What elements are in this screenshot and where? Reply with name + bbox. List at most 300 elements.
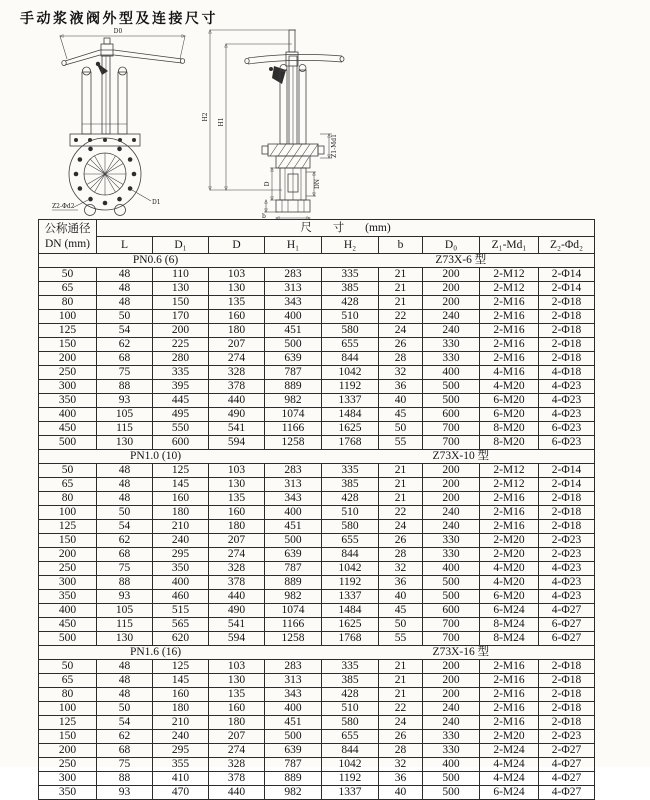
table-cell: 350 [153, 562, 209, 576]
table-cell: 428 [322, 492, 379, 506]
table-cell: 500 [265, 534, 322, 548]
section-band-row [39, 450, 595, 464]
table-cell: 103 [209, 660, 265, 674]
table-cell: 490 [209, 604, 265, 618]
table-cell: 80 [39, 296, 97, 310]
table-cell: 400 [423, 366, 480, 380]
table-cell: 75 [97, 366, 153, 380]
table-cell: 330 [423, 338, 480, 352]
table-cell: 1768 [322, 632, 379, 646]
table-cell: 180 [153, 506, 209, 520]
dim-label-b: b [262, 213, 266, 220]
table-cell: 26 [379, 338, 423, 352]
table-cell: 335 [153, 366, 209, 380]
table-cell: 2-Φ23 [539, 534, 595, 548]
table-cell: 500 [265, 338, 322, 352]
table-cell: 580 [322, 716, 379, 730]
table-row [39, 282, 595, 296]
table-cell: 580 [322, 324, 379, 338]
table-cell: 62 [97, 534, 153, 548]
table-cell: 62 [97, 338, 153, 352]
table-cell: 36 [379, 772, 423, 786]
table-row [39, 786, 595, 800]
table-cell: 75 [97, 758, 153, 772]
table-cell: 210 [153, 716, 209, 730]
table-cell: 2-Φ18 [539, 324, 595, 338]
table-cell: 400 [423, 758, 480, 772]
table-cell: 451 [265, 716, 322, 730]
table-cell: 500 [423, 394, 480, 408]
table-cell: 170 [153, 310, 209, 324]
table-cell: 180 [209, 716, 265, 730]
col-header-l: L [97, 237, 153, 254]
section-pressure-label: PN1.0 (10) [129, 450, 182, 462]
table-row [39, 520, 595, 534]
table-cell: 500 [423, 786, 480, 800]
table-cell: 335 [322, 268, 379, 282]
table-cell: 54 [97, 716, 153, 730]
table-cell: 500 [423, 772, 480, 786]
table-cell: 200 [423, 296, 480, 310]
table-cell: 180 [153, 702, 209, 716]
dim-label-h1: H1 [218, 117, 225, 127]
table-cell: 6-Φ27 [539, 618, 595, 632]
table-cell: 600 [423, 604, 480, 618]
table-cell: 2-Φ14 [539, 478, 595, 492]
table-cell: 1192 [322, 576, 379, 590]
table-row [39, 576, 595, 590]
table-row [39, 548, 595, 562]
table-row [39, 660, 595, 674]
table-row [39, 618, 595, 632]
table-row [39, 492, 595, 506]
table-cell: 4-M20 [480, 562, 539, 576]
yoke-front [82, 56, 127, 134]
table-cell: 240 [423, 324, 480, 338]
table-cell: 240 [423, 310, 480, 324]
table-cell: 4-Φ23 [539, 408, 595, 422]
table-cell: 50 [97, 702, 153, 716]
table-cell: 350 [39, 394, 97, 408]
table-cell: 4-Φ23 [539, 576, 595, 590]
table-cell: 2-M16 [480, 492, 539, 506]
table-cell: 4-M24 [480, 758, 539, 772]
table-cell: 500 [423, 576, 480, 590]
table-cell: 500 [423, 590, 480, 604]
table-cell: 45 [379, 408, 423, 422]
table-cell: 4-Φ23 [539, 380, 595, 394]
table-cell: 1258 [265, 436, 322, 450]
table-cell: 1484 [322, 408, 379, 422]
table-cell: 88 [97, 576, 153, 590]
table-cell: 639 [265, 548, 322, 562]
table-cell: 207 [209, 534, 265, 548]
table-cell: 500 [423, 380, 480, 394]
table-cell: 24 [379, 716, 423, 730]
table-cell: 2-M16 [480, 296, 539, 310]
table-cell: 240 [153, 730, 209, 744]
table-cell: 6-Φ23 [539, 436, 595, 450]
table-cell: 4-M20 [480, 576, 539, 590]
table-cell: 48 [97, 478, 153, 492]
table-cell: 100 [39, 702, 97, 716]
table-cell: 6-Φ27 [539, 632, 595, 646]
table-cell: 250 [39, 562, 97, 576]
handwheel-side [245, 30, 344, 84]
table-cell: 150 [39, 730, 97, 744]
table-cell: 2-M12 [480, 478, 539, 492]
table-cell: 26 [379, 534, 423, 548]
table-cell: 4-Φ18 [539, 366, 595, 380]
table-cell: 160 [153, 688, 209, 702]
table-cell: 4-Φ23 [539, 394, 595, 408]
table-cell: 115 [97, 422, 153, 436]
table-cell: 470 [153, 786, 209, 800]
table-cell: 40 [379, 786, 423, 800]
table-cell: 200 [423, 688, 480, 702]
section-pressure-label: PN1.6 (16) [129, 646, 182, 658]
table-cell: 2-M20 [480, 534, 539, 548]
table-cell: 889 [265, 772, 322, 786]
table-cell: 45 [379, 604, 423, 618]
table-cell: 24 [379, 324, 423, 338]
table-cell: 451 [265, 520, 322, 534]
valve-front-view-drawing [52, 24, 194, 216]
table-cell: 700 [423, 422, 480, 436]
dim-label-h2: H2 [202, 112, 209, 122]
table-cell: 48 [97, 674, 153, 688]
table-row [39, 506, 595, 520]
table-cell: 2-M16 [480, 506, 539, 520]
table-cell: 500 [39, 436, 97, 450]
table-cell: 274 [209, 548, 265, 562]
table-cell: 145 [153, 674, 209, 688]
table-cell: 4-M24 [480, 772, 539, 786]
table-cell: 50 [379, 422, 423, 436]
table-row [39, 324, 595, 338]
table-cell: 21 [379, 674, 423, 688]
table-cell: 48 [97, 268, 153, 282]
table-cell: 385 [322, 674, 379, 688]
table-cell: 2-Φ18 [539, 492, 595, 506]
table-cell: 200 [423, 268, 480, 282]
table-cell: 541 [209, 422, 265, 436]
table-cell: 445 [153, 394, 209, 408]
table-cell: 180 [209, 520, 265, 534]
table-cell: 2-M20 [480, 548, 539, 562]
table-cell: 787 [265, 366, 322, 380]
table-cell: 130 [209, 674, 265, 688]
table-cell: 250 [39, 758, 97, 772]
table-cell: 1337 [322, 786, 379, 800]
table-row [39, 310, 595, 324]
table-row [39, 478, 595, 492]
table-cell: 50 [379, 618, 423, 632]
table-cell: 600 [153, 436, 209, 450]
col-header-z2-phi-d2: Z₂-Φd₂ [539, 237, 595, 254]
table-cell: 48 [97, 464, 153, 478]
table-cell: 2-M16 [480, 338, 539, 352]
table-cell: 135 [209, 296, 265, 310]
table-cell: 620 [153, 632, 209, 646]
table-cell: 68 [97, 352, 153, 366]
table-cell: 2-M16 [480, 520, 539, 534]
table-cell: 125 [39, 324, 97, 338]
table-row [39, 464, 595, 478]
table-cell: 328 [209, 758, 265, 772]
table-cell: 313 [265, 478, 322, 492]
table-cell: 8-M20 [480, 422, 539, 436]
table-cell: 200 [423, 282, 480, 296]
table-cell: 844 [322, 744, 379, 758]
table-cell: 982 [265, 394, 322, 408]
table-cell: 75 [97, 562, 153, 576]
col-header-h2: H₂ [322, 237, 379, 254]
table-cell: 50 [97, 310, 153, 324]
table-cell: 4-Φ23 [539, 562, 595, 576]
table-cell: 313 [265, 282, 322, 296]
table-cell: 4-Φ27 [539, 786, 595, 800]
table-cell: 103 [209, 464, 265, 478]
table-cell: 1042 [322, 366, 379, 380]
table-cell: 48 [97, 492, 153, 506]
table-cell: 28 [379, 744, 423, 758]
table-cell: 21 [379, 688, 423, 702]
table-cell: 460 [153, 590, 209, 604]
table-cell: 150 [153, 296, 209, 310]
table-cell: 200 [423, 464, 480, 478]
table-cell: 295 [153, 744, 209, 758]
table-row [39, 380, 595, 394]
table-row [39, 268, 595, 282]
table-cell: 150 [39, 534, 97, 548]
table-cell: 2-M16 [480, 310, 539, 324]
table-cell: 639 [265, 352, 322, 366]
table-cell: 40 [379, 394, 423, 408]
table-cell: 80 [39, 688, 97, 702]
dimension-table [38, 219, 595, 800]
table-cell: 787 [265, 758, 322, 772]
side-dim-dn [306, 172, 321, 196]
table-cell: 500 [265, 730, 322, 744]
table-cell: 700 [423, 632, 480, 646]
table-cell: 450 [39, 422, 97, 436]
table-cell: 6-M20 [480, 394, 539, 408]
table-cell: 93 [97, 590, 153, 604]
table-cell: 844 [322, 548, 379, 562]
table-cell: 2-Φ18 [539, 296, 595, 310]
table-cell: 2-Φ14 [539, 282, 595, 296]
table-cell: 105 [97, 604, 153, 618]
table-cell: 440 [209, 394, 265, 408]
valve-side-view-drawing [196, 22, 346, 222]
table-cell: 2-Φ18 [539, 506, 595, 520]
table-cell: 8-M24 [480, 632, 539, 646]
table-cell: 200 [153, 324, 209, 338]
table-cell: 283 [265, 660, 322, 674]
table-cell: 600 [423, 408, 480, 422]
table-cell: 125 [153, 464, 209, 478]
table-cell: 28 [379, 352, 423, 366]
table-cell: 2-M24 [480, 744, 539, 758]
table-cell: 125 [39, 716, 97, 730]
table-cell: 844 [322, 352, 379, 366]
table-cell: 88 [97, 380, 153, 394]
table-row [39, 534, 595, 548]
table-cell: 32 [379, 758, 423, 772]
table-cell: 200 [423, 492, 480, 506]
table-cell: 343 [265, 492, 322, 506]
table-row [39, 702, 595, 716]
table-cell: 6-M20 [480, 590, 539, 604]
table-cell: 2-M16 [480, 702, 539, 716]
table-cell: 328 [209, 562, 265, 576]
table-cell: 330 [423, 730, 480, 744]
table-cell: 110 [153, 268, 209, 282]
section-model-label: Z73X-10 型 [432, 450, 490, 462]
table-cell: 889 [265, 380, 322, 394]
table-cell: 1192 [322, 380, 379, 394]
table-cell: 655 [322, 338, 379, 352]
table-cell: 4-Φ23 [539, 590, 595, 604]
table-cell: 428 [322, 296, 379, 310]
table-cell: 207 [209, 730, 265, 744]
table-cell: 1337 [322, 590, 379, 604]
table-cell: 1042 [322, 758, 379, 772]
table-cell: 21 [379, 268, 423, 282]
table-cell: 400 [39, 604, 97, 618]
table-cell: 1074 [265, 604, 322, 618]
table-cell: 240 [423, 702, 480, 716]
table-cell: 240 [153, 534, 209, 548]
table-cell: 2-Φ18 [539, 310, 595, 324]
table-cell: 378 [209, 576, 265, 590]
table-cell: 4-Φ27 [539, 758, 595, 772]
side-dim-h2 [202, 30, 210, 190]
table-row [39, 296, 595, 310]
table-cell: 1166 [265, 422, 322, 436]
table-row [39, 674, 595, 688]
table-cell: 22 [379, 310, 423, 324]
table-cell: 100 [39, 310, 97, 324]
table-row [39, 562, 595, 576]
table-cell: 2-M12 [480, 464, 539, 478]
col-header-b: b [379, 237, 423, 254]
table-cell: 2-M16 [480, 352, 539, 366]
table-cell: 6-M24 [480, 604, 539, 618]
table-cell: 130 [153, 282, 209, 296]
table-cell: 594 [209, 436, 265, 450]
table-cell: 2-Φ23 [539, 730, 595, 744]
table-cell: 4-Φ27 [539, 604, 595, 618]
table-row [39, 436, 595, 450]
table-row [39, 366, 595, 380]
table-cell: 2-M20 [480, 730, 539, 744]
table-cell: 125 [39, 520, 97, 534]
table-cell: 300 [39, 380, 97, 394]
table-cell: 400 [153, 576, 209, 590]
table-cell: 50 [39, 660, 97, 674]
table-cell: 50 [39, 464, 97, 478]
table-cell: 160 [209, 702, 265, 716]
side-dim-d [264, 168, 280, 200]
table-cell: 639 [265, 744, 322, 758]
table-cell: 274 [209, 744, 265, 758]
table-cell: 135 [209, 688, 265, 702]
table-cell: 385 [322, 478, 379, 492]
table-cell: 495 [153, 408, 209, 422]
table-cell: 6-M24 [480, 786, 539, 800]
table-cell: 490 [209, 408, 265, 422]
table-cell: 26 [379, 730, 423, 744]
dim-label-z1-md1: Z1-Md1 [331, 134, 338, 158]
table-cell: 385 [322, 282, 379, 296]
table-cell: 1484 [322, 604, 379, 618]
table-cell: 65 [39, 478, 97, 492]
table-cell: 93 [97, 394, 153, 408]
table-row [39, 352, 595, 366]
table-cell: 700 [423, 436, 480, 450]
col-header-d1: D₁ [153, 237, 209, 254]
table-cell: 400 [423, 562, 480, 576]
table-cell: 4-Φ27 [539, 772, 595, 786]
table-cell: 68 [97, 548, 153, 562]
table-cell: 295 [153, 548, 209, 562]
table-cell: 450 [39, 618, 97, 632]
table-cell: 50 [39, 268, 97, 282]
table-cell: 130 [97, 632, 153, 646]
table-cell: 32 [379, 366, 423, 380]
table-cell: 80 [39, 492, 97, 506]
dim-label-d0: D0 [113, 28, 123, 35]
table-cell: 400 [265, 310, 322, 324]
table-cell: 274 [209, 352, 265, 366]
table-cell: 135 [209, 492, 265, 506]
table-cell: 594 [209, 632, 265, 646]
gland-flange-side [262, 144, 324, 168]
col-header-dn-line2: DN (mm) [44, 237, 91, 250]
table-cell: 2-Φ18 [539, 702, 595, 716]
table-cell: 48 [97, 296, 153, 310]
table-cell: 330 [423, 548, 480, 562]
table-cell: 62 [97, 730, 153, 744]
table-row [39, 772, 595, 786]
table-cell: 328 [209, 366, 265, 380]
table-cell: 105 [97, 408, 153, 422]
section-model-label: Z73X-16 型 [432, 646, 490, 658]
table-cell: 2-M16 [480, 660, 539, 674]
table-cell: 1625 [322, 618, 379, 632]
table-cell: 510 [322, 506, 379, 520]
table-cell: 428 [322, 688, 379, 702]
table-cell: 103 [209, 268, 265, 282]
table-cell: 160 [209, 506, 265, 520]
table-cell: 400 [39, 408, 97, 422]
front-dim-d0 [60, 28, 185, 59]
table-cell: 55 [379, 632, 423, 646]
table-row [39, 632, 595, 646]
table-cell: 355 [153, 758, 209, 772]
table-cell: 300 [39, 772, 97, 786]
table-cell: 787 [265, 562, 322, 576]
table-cell: 40 [379, 590, 423, 604]
table-cell: 200 [423, 674, 480, 688]
table-row [39, 688, 595, 702]
table-cell: 21 [379, 492, 423, 506]
table-cell: 22 [379, 702, 423, 716]
table-cell: 330 [423, 534, 480, 548]
table-cell: 330 [423, 744, 480, 758]
